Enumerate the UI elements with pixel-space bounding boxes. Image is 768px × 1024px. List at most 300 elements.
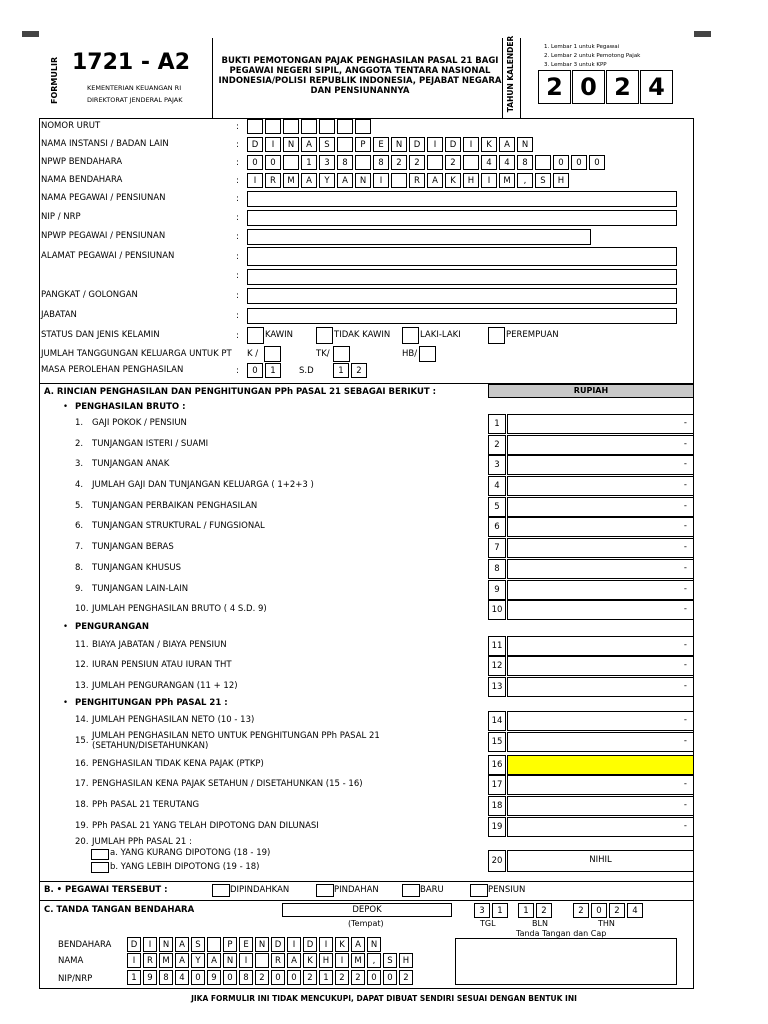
char-cell[interactable]: N [391,137,407,152]
row-value-field[interactable]: - [507,435,694,455]
row-number: 3. [75,459,84,469]
colon: : [236,271,239,281]
colon: : [236,252,239,262]
char-cell[interactable]: S [191,937,205,952]
masa-cell[interactable]: 1 [333,363,349,378]
row-box-number: 6 [488,517,506,537]
pensiun-checkbox[interactable] [470,884,488,897]
row-number: 12. [75,660,89,670]
char-cell[interactable]: D [127,937,141,952]
tanggungan-hb-label: HB/ [402,349,418,359]
char-cell[interactable]: H [399,953,413,968]
tgl-cell[interactable]: 3 [474,903,490,918]
char-cell[interactable]: M [283,173,299,188]
nomor-urut-cell[interactable] [355,119,371,134]
char-cell[interactable]: R [143,953,157,968]
bln-cell[interactable]: 2 [536,903,552,918]
row-label: JUMLAH PENGHASILAN NETO (10 - 13) [92,715,255,725]
section-a-title: A. RINCIAN PENGHASILAN DAN PENGHITUNGAN PPh PASAL 21 SEBAGAI BERIKUT : [44,387,437,397]
char-cell[interactable]: S [383,953,397,968]
status-laki-checkbox[interactable] [402,327,419,344]
char-cell[interactable]: 8 [159,970,173,985]
pph-header: PENGHITUNGAN PPh PASAL 21 : [75,698,228,708]
row-label: TUNJANGAN LAIN-LAIN [92,584,189,594]
label-instansi: NAMA INSTANSI / BADAN LAIN [41,139,169,149]
bullet: • [63,698,69,708]
npwp-bendahara-cells[interactable] [247,155,607,170]
char-cell[interactable]: I [481,173,497,188]
char-cell[interactable]: 2 [255,970,269,985]
char-cell[interactable]: A [337,173,353,188]
footer-note: JIKA FORMULIR INI TIDAK MENCUKUPI, DAPAT DIBUAT SENDIRI SESUAI DENGAN BENTUK INI [191,994,577,1003]
row-number: 4. [75,480,84,490]
alamat-field-1[interactable] [247,247,677,266]
thn-label: THN [598,919,615,928]
nomor-urut-cell[interactable] [319,119,335,134]
char-cell[interactable]: D [445,137,461,152]
thn-cell[interactable]: 0 [591,903,607,918]
row-box-number: 8 [488,559,506,579]
row-number: 20. [75,837,89,847]
row-value-field[interactable]: - [507,656,694,676]
char-cell[interactable]: N [367,937,381,952]
alamat-field-2[interactable] [247,269,677,285]
pengurangan-header: PENGURANGAN [75,622,149,632]
row-number: 10. [75,604,89,614]
char-cell[interactable]: , [517,173,533,188]
char-cell[interactable]: 2 [335,970,349,985]
place-field[interactable]: DEPOK [282,903,452,917]
row-label: TUNJANGAN ANAK [92,459,170,469]
colon: : [236,311,239,321]
thn-cell[interactable]: 2 [609,903,625,918]
char-cell[interactable] [427,155,443,170]
tanggungan-k-label: K / [247,349,259,359]
nomor-urut-cells[interactable] [247,119,373,134]
char-cell[interactable]: 2 [399,970,413,985]
colon: : [236,176,239,186]
char-cell[interactable]: K [303,953,317,968]
char-cell[interactable]: I [247,173,263,188]
char-cell[interactable]: K [335,937,349,952]
char-cell[interactable]: 1 [127,970,141,985]
char-cell[interactable] [463,155,479,170]
thn-cell[interactable]: 4 [627,903,643,918]
char-cell[interactable]: A [301,173,317,188]
colon: : [236,366,239,376]
row-box-number: 10 [488,600,506,620]
year-digit: 4 [640,70,673,104]
label-npwp-pegawai: NPWP PEGAWAI / PENSIUNAN [41,231,166,241]
masa-cell[interactable]: 0 [247,363,263,378]
char-cell[interactable]: P [355,137,371,152]
colon: : [236,140,239,150]
row-number: 1. [75,418,84,428]
row-label: BIAYA JABATAN / BIAYA PENSIUN [92,640,227,650]
nama-bendahara-cells[interactable] [247,173,571,188]
char-cell[interactable]: I [463,137,479,152]
sign-nama-cells[interactable] [127,953,415,968]
row-number: 13. [75,681,89,691]
bruto-header: PENGHASILAN BRUTO : [75,402,186,412]
row-number: 7. [75,542,84,552]
status-kawin-checkbox[interactable] [247,327,264,344]
dipindahkan-checkbox[interactable] [212,884,230,897]
form-title: BUKTI PEMOTONGAN PAJAK PENGHASILAN PASAL 21 BAGI PEGAWAI NEGERI SIPIL, ANGGOTA TENTARA NASIONAL INDONESIA/POLISI REPUBLIK INDONESIA, PEJABAT NEGARA DAN PENSIUNANNYA [218,56,502,96]
row-label: JUMLAH PENGHASILAN BRUTO ( 4 S.D. 9) [92,604,267,614]
colon: : [236,232,239,242]
row-label-continued: (SETAHUN/DISETAHUNKAN) [92,741,209,751]
form-code: 1721 - A2 [72,50,191,75]
bln-cell[interactable]: 1 [518,903,534,918]
colon: : [236,158,239,168]
char-cell[interactable]: 0 [191,970,205,985]
nomor-urut-cell[interactable] [283,119,299,134]
char-cell[interactable]: D [271,937,285,952]
status-perempuan-label: PEREMPUAN [506,330,559,340]
char-cell[interactable]: S [535,173,551,188]
sign-bendahara-cells[interactable] [127,937,383,952]
row-number: 6. [75,521,84,531]
char-cell[interactable]: I [239,953,253,968]
char-cell[interactable]: N [223,953,237,968]
pindahan-label: PINDAHAN [334,885,379,895]
char-cell[interactable]: 8 [517,155,533,170]
char-cell[interactable]: 4 [499,155,515,170]
label-npwp-bendahara: NPWP BENDAHARA [41,157,123,167]
char-cell[interactable]: R [409,173,425,188]
row-box-number: 16 [488,755,506,775]
nomor-urut-cell[interactable] [265,119,281,134]
npwp-pegawai-field[interactable] [247,229,591,245]
char-cell[interactable]: 0 [367,970,381,985]
char-cell[interactable]: I [319,937,333,952]
tahun-kalender-label: TAHUN KALENDER [506,35,515,113]
row-number: 5. [75,501,84,511]
row-number: 15. [75,736,89,746]
char-cell[interactable]: A [427,173,443,188]
char-cell[interactable]: N [517,137,533,152]
status-tidak-kawin-label: TIDAK KAWIN [334,330,391,340]
colon: : [236,122,239,132]
char-cell[interactable]: M [351,953,365,968]
row-label: TUNJANGAN STRUKTURAL / FUNGSIONAL [92,521,265,531]
instansi-cells[interactable] [247,137,535,152]
row-box-number: 19 [488,817,506,837]
colon: : [236,213,239,223]
row-number: 16. [75,759,89,769]
char-cell[interactable]: P [223,937,237,952]
row-number: 14. [75,715,89,725]
baru-checkbox[interactable] [402,884,420,897]
char-cell[interactable]: 0 [247,155,263,170]
jabatan-field[interactable] [247,308,677,324]
sheet-note-1: 1. Lembar 1 untuk Pegawai [544,44,620,50]
char-cell[interactable]: S [319,137,335,152]
char-cell[interactable]: 0 [589,155,605,170]
row-label: TUNJANGAN PERBAIKAN PENGHASILAN [92,501,258,511]
nama-pegawai-field[interactable] [247,191,677,207]
bullet: • [63,622,69,632]
row-value-field[interactable]: - [507,538,694,558]
row-value-field[interactable]: NIHIL [507,850,694,872]
row-number: 9. [75,584,84,594]
char-cell[interactable]: 8 [373,155,389,170]
char-cell[interactable]: R [265,173,281,188]
masa-cell[interactable]: 1 [265,363,281,378]
row-number: 17. [75,779,89,789]
row-value-field[interactable]: - [507,677,694,697]
char-cell[interactable]: 3 [319,155,335,170]
char-cell[interactable]: I [427,137,443,152]
row-value-field[interactable]: - [507,497,694,517]
row-box-number: 11 [488,636,506,656]
char-cell[interactable]: 8 [239,970,253,985]
char-cell[interactable]: A [499,137,515,152]
row-label: TUNJANGAN BERAS [92,542,174,552]
char-cell[interactable]: R [271,953,285,968]
row-value-field[interactable]: - [507,775,694,795]
tgl-cell[interactable]: 1 [492,903,508,918]
char-cell[interactable]: I [265,137,281,152]
nomor-urut-cell[interactable] [301,119,317,134]
label-nip: NIP / NRP [41,212,81,222]
char-cell[interactable]: K [481,137,497,152]
row-value-field[interactable]: - [507,580,694,600]
char-cell[interactable]: K [445,173,461,188]
row-box-number: 3 [488,455,506,475]
signature-box[interactable] [455,938,677,985]
sign-nip-cells[interactable] [127,970,415,985]
char-cell[interactable]: 2 [445,155,461,170]
pensiun-label: PENSIUN [488,885,526,895]
char-cell[interactable] [283,155,299,170]
tanggungan-tk-label: TK/ [316,349,330,359]
signature-label: Tanda Tangan dan Cap [516,929,607,938]
row-value-field[interactable]: - [507,600,694,620]
char-cell[interactable]: H [553,173,569,188]
char-cell[interactable]: D [303,937,317,952]
row-value-field[interactable]: - [507,796,694,816]
label-status: STATUS DAN JENIS KELAMIN [41,330,160,340]
row-label: PENGHASILAN KENA PAJAK SETAHUN / DISETAHUNKAN (15 - 16) [92,779,363,789]
char-cell[interactable]: 0 [223,970,237,985]
row-label: GAJI POKOK / PENSIUN [92,418,187,428]
char-cell[interactable]: , [367,953,381,968]
tanggungan-k-field[interactable] [264,346,281,362]
char-cell[interactable] [337,137,353,152]
row-value-field[interactable]: - [507,476,694,496]
char-cell[interactable]: D [409,137,425,152]
lebih-dipotong-label: b. YANG LEBIH DIPOTONG (19 - 18) [110,862,260,872]
char-cell[interactable]: 2 [351,970,365,985]
row-value-field[interactable]: - [507,414,694,434]
place-label: (Tempat) [348,919,384,928]
lebih-dipotong-checkbox[interactable] [91,862,109,873]
char-cell[interactable] [355,155,371,170]
char-cell[interactable]: Y [319,173,335,188]
thn-cells[interactable] [573,903,645,918]
row-label: TUNJANGAN KHUSUS [92,563,181,573]
row-box-number: 14 [488,711,506,731]
row-box-number: 12 [488,656,506,676]
year-digit: 2 [606,70,639,104]
row-label: PPh PASAL 21 YANG TELAH DIPOTONG DAN DILUNASI [92,821,319,831]
tanggungan-tk-field[interactable] [333,346,350,362]
char-cell[interactable]: E [373,137,389,152]
directorate-label: DIREKTORAT JENDERAL PAJAK [87,96,183,104]
char-cell[interactable]: N [159,937,173,952]
char-cell[interactable]: 8 [337,155,353,170]
char-cell[interactable]: M [499,173,515,188]
char-cell[interactable] [207,937,221,952]
status-tidak-kawin-checkbox[interactable] [316,327,333,344]
char-cell[interactable]: A [175,937,189,952]
char-cell[interactable]: 0 [383,970,397,985]
char-cell[interactable]: A [351,937,365,952]
nomor-urut-cell[interactable] [337,119,353,134]
char-cell[interactable]: 0 [271,970,285,985]
char-cell[interactable]: 9 [207,970,221,985]
row-value-field[interactable]: - [507,636,694,656]
row-box-number: 1 [488,414,506,434]
rupiah-header: RUPIAH [488,384,694,398]
row-box-number: 20 [488,850,506,872]
char-cell[interactable]: 0 [553,155,569,170]
row-number: 11. [75,640,89,650]
status-laki-label: LAKI-LAKI [420,330,461,340]
row-number: 8. [75,563,84,573]
row-label: JUMLAH PENGURANGAN (11 + 12) [92,681,238,691]
section-b-title: B. • PEGAWAI TERSEBUT : [44,885,168,895]
row-value-field[interactable]: - [507,559,694,579]
row-value-field[interactable]: - [507,455,694,475]
bln-cells[interactable] [518,903,554,918]
colon: : [236,194,239,204]
row-number: 19. [75,821,89,831]
row-box-number: 2 [488,435,506,455]
char-cell[interactable] [255,953,269,968]
char-cell[interactable]: A [175,953,189,968]
char-cell[interactable]: 4 [175,970,189,985]
status-perempuan-checkbox[interactable] [488,327,505,344]
status-kawin-label: KAWIN [265,330,294,340]
colon: : [236,291,239,301]
row-label: PENGHASILAN TIDAK KENA PAJAK (PTKP) [92,759,264,769]
masa-cell[interactable]: 2 [351,363,367,378]
row-box-number: 17 [488,775,506,795]
row-number: 2. [75,439,84,449]
bln-label: BLN [532,919,548,928]
row-box-number: 5 [488,497,506,517]
char-cell[interactable]: I [287,937,301,952]
char-cell[interactable]: I [373,173,389,188]
char-cell[interactable]: A [301,137,317,152]
corner-mark-right [694,31,711,37]
char-cell[interactable]: H [463,173,479,188]
char-cell[interactable]: A [207,953,221,968]
year-digit: 0 [572,70,605,104]
row-label: IURAN PENSIUN ATAU IURAN THT [92,660,232,670]
masa-to-cells[interactable] [333,363,369,378]
label-tanggungan: JUMLAH TANGGUNGAN KELUARGA UNTUK PT [41,349,232,359]
label-pangkat: PANGKAT / GOLONGAN [41,290,138,300]
char-cell[interactable]: 0 [287,970,301,985]
kurang-dipotong-label: a. YANG KURANG DIPOTONG (18 - 19) [110,848,271,858]
tgl-cells[interactable] [474,903,510,918]
row-box-number: 13 [488,677,506,697]
formulir-label: FORMULIR [50,56,59,104]
pangkat-field[interactable] [247,288,677,304]
char-cell[interactable] [391,173,407,188]
tgl-label: TGL [480,919,496,928]
row-value-field[interactable]: - [507,517,694,537]
label-nama-pegawai: NAMA PEGAWAI / PENSIUNAN [41,193,166,203]
char-cell[interactable]: E [239,937,253,952]
tanggungan-hb-field[interactable] [419,346,436,362]
char-cell[interactable]: 2 [391,155,407,170]
row-label: TUNJANGAN ISTERI / SUAMI [92,439,209,449]
label-nomor-urut: NOMOR URUT [41,121,101,131]
char-cell[interactable]: D [247,137,263,152]
char-cell[interactable]: 9 [143,970,157,985]
char-cell[interactable]: 2 [303,970,317,985]
nama-label: NAMA [58,956,84,966]
char-cell[interactable]: 0 [265,155,281,170]
year-digit: 2 [538,70,571,104]
masa-from-cells[interactable] [247,363,283,378]
kurang-dipotong-checkbox[interactable] [91,849,109,860]
char-cell[interactable]: 1 [319,970,333,985]
char-cell[interactable]: N [283,137,299,152]
char-cell[interactable]: I [335,953,349,968]
char-cell[interactable]: 2 [409,155,425,170]
row-label: JUMLAH PENGHASILAN NETO UNTUK PENGHITUNGAN PPh PASAL 21 [92,731,380,741]
row-value-field[interactable]: - [507,817,694,837]
char-cell[interactable]: H [319,953,333,968]
row-value-field[interactable] [507,755,694,775]
char-cell[interactable]: N [255,937,269,952]
bullet: • [63,402,69,412]
char-cell[interactable]: A [287,953,301,968]
label-jabatan: JABATAN [41,310,77,320]
char-cell[interactable]: I [127,953,141,968]
pindahan-checkbox[interactable] [316,884,334,897]
char-cell[interactable]: N [355,173,371,188]
char-cell[interactable]: I [143,937,157,952]
nip-field[interactable] [247,210,677,226]
char-cell[interactable] [535,155,551,170]
char-cell[interactable]: 0 [571,155,587,170]
corner-mark-left [22,31,39,37]
row-value-field[interactable]: - [507,711,694,731]
row-box-number: 18 [488,796,506,816]
char-cell[interactable]: M [159,953,173,968]
nomor-urut-cell[interactable] [247,119,263,134]
char-cell[interactable]: Y [191,953,205,968]
baru-label: BARU [420,885,444,895]
row-box-number: 15 [488,732,506,752]
thn-cell[interactable]: 2 [573,903,589,918]
char-cell[interactable]: 1 [301,155,317,170]
row-label: JUMLAH PPh PASAL 21 : [92,837,192,847]
label-nama-bendahara: NAMA BENDAHARA [41,175,123,185]
char-cell[interactable]: 4 [481,155,497,170]
row-value-field[interactable]: - [507,732,694,752]
nip-label: NIP/NRP [58,974,93,984]
masa-sd-label: S.D [299,366,314,376]
sheet-note-3: 3. Lembar 3 untuk KPP [544,62,607,68]
